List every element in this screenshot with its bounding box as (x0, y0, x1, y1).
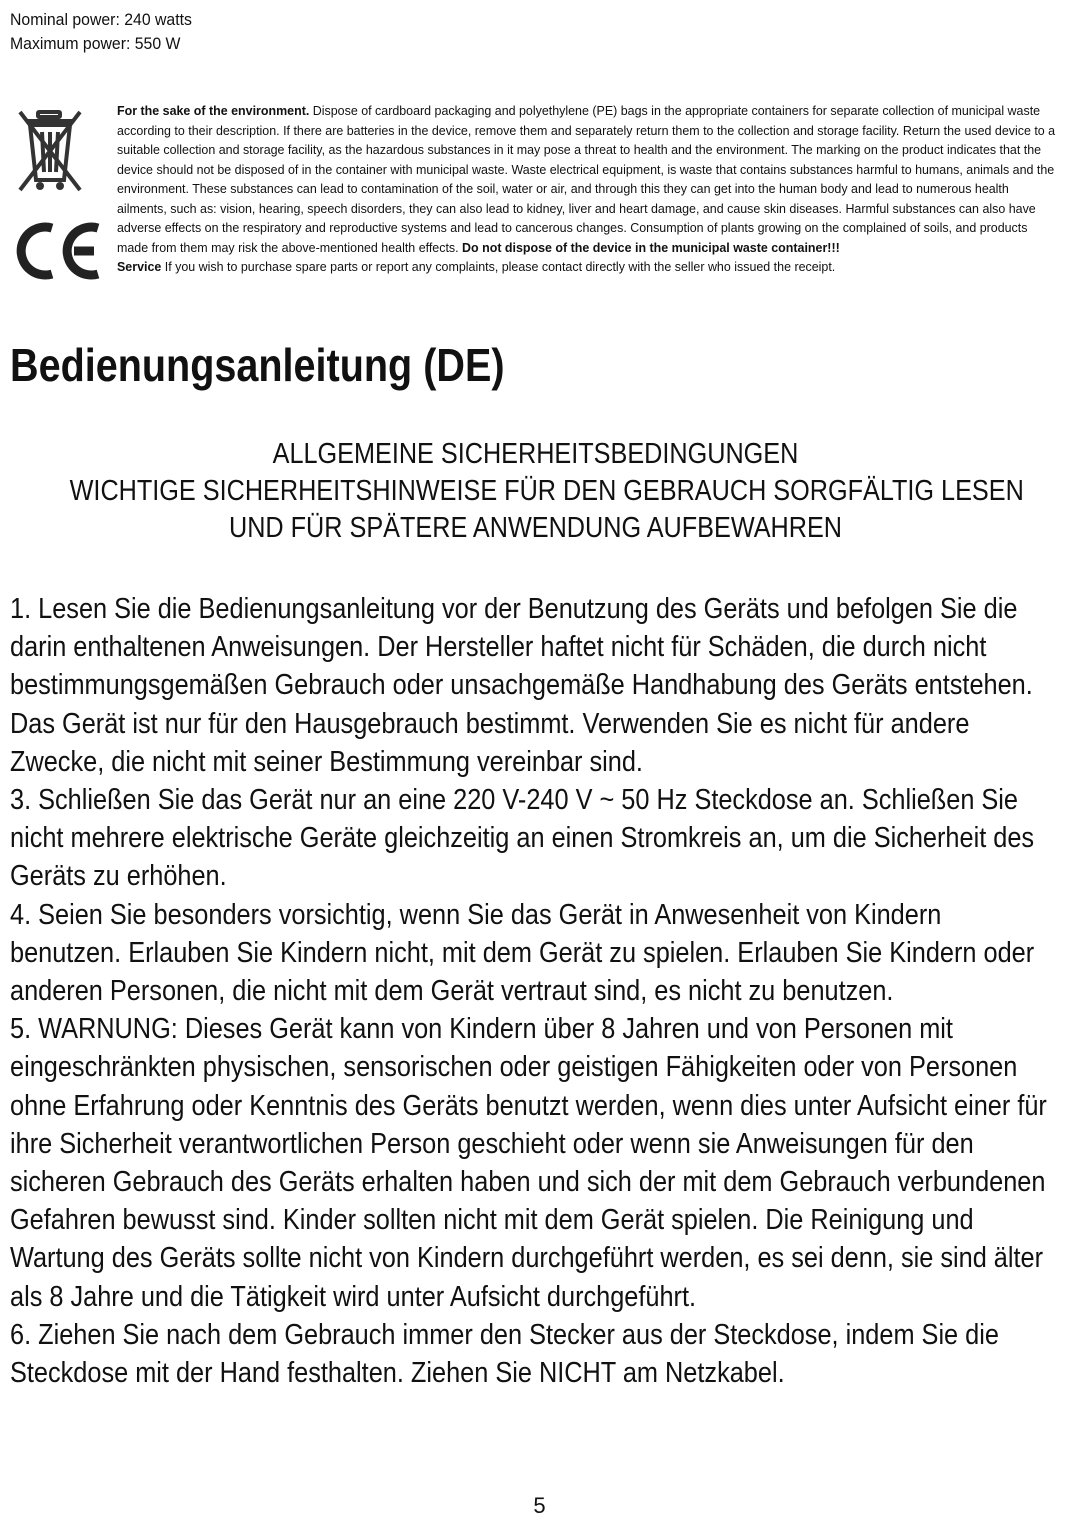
crossed-out-wheelie-bin-icon (18, 106, 82, 202)
environment-lead: For the sake of the environment. (117, 103, 310, 118)
page-number: 5 (533, 1493, 546, 1518)
page-title: Bedienungsanleitung (DE) (10, 339, 505, 391)
service-text: If you wish to purchase spare parts or report any complaints, please contact directly with the seller who issued the receipt. (161, 259, 836, 274)
service-paragraph (117, 257, 1061, 277)
service-label: Service (117, 259, 162, 274)
instruction-item: 4. Seien Sie besonders vorsichtig, wenn Sie das Gerät in Anwesenheit von Kindern benutzen. Erlauben Sie Kindern nicht, mit dem Gerät zu spielen. Erlauben Sie Kindern oder anderen Personen, die nicht mit dem Gerät vertraut sind, es nicht zu benutzen. (10, 898, 1035, 1008)
ce-mark-icon (14, 220, 106, 282)
safety-headings (0, 436, 1071, 547)
instruction-item: Das Gerät ist nur für den Hausgebrauch bestimmt. Verwenden Sie es nicht für andere Zwecke, die nicht mit seiner Bestimmung vereinbar sind. (10, 707, 970, 778)
heading-line: UND FÜR SPÄTERE ANWENDUNG AUFBEWAHREN (228, 512, 843, 544)
nominal-power: Nominal power: 240 watts (10, 10, 192, 29)
maximum-power: Maximum power: 550 W (10, 34, 181, 53)
instruction-item: 1. Lesen Sie die Bedienungsanleitung vor der Benutzung des Geräts und befolgen Sie die darin enthaltenen Anweisungen. Der Hersteller haftet nicht für Schäden, die durch nicht bestimmungsgemäßen Gebrauch oder unsachgemäße Handhabung des Geräts entstehen. (10, 593, 1033, 702)
heading-line: WICHTIGE SICHERHEITSHINWEISE FÜR DEN GEBRAUCH SORGFÄLTIG LESEN (69, 475, 1024, 507)
instruction-item: 6. Ziehen Sie nach dem Gebrauch immer den Stecker aus der Steckdose, indem Sie die Steckdose mit der Hand festhalten. Ziehen Sie NICHT am Netzkabel. (10, 1318, 999, 1390)
power-specs (10, 8, 192, 56)
compliance-icons (10, 100, 110, 290)
instruction-item: 3. Schließen Sie das Gerät nur an eine 220 V-240 V ~ 50 Hz Steckdose an. Schließen Sie nicht mehrere elektrische Geräte gleichzeitig an einen Stromkreis an, um die Sicherheit des Geräts zu erhöhen. (10, 784, 1035, 893)
environment-text: Dispose of cardboard packaging and polyethylene (PE) bags in the appropriate containers for separate collection of municipal waste according to their description. If there are batteries in the device, remove them and separately return them to the collection and storage facility. Return the used device to a suitable collection and storage facility, as the hazardous substances in it may pose a threat to health and the environment. The marking on the product indicates that the device should not be disposed of in the container with municipal waste. Waste electrical equipment, is waste that contains substances harmful to humans, animals and the environment. These substances can lead to contamination of the soil, water or air, and through this they can get into the human body and lead to numerous health ailments, such as: vision, hearing, speech disorders, they can also lead to kidney, liver and heart damage, and cause skin diseases. Harmful substances can also have adverse effects on the respiratory and reproductive systems and lead to cancerous changes. Consumption of plants growing on the complained of soils, and products made from them may risk the above-mentioned health effects. (117, 103, 1056, 255)
instruction-item: 5. WARNUNG: Dieses Gerät kann von Kindern über 8 Jahren und von Personen mit eingeschränkten physischen, sensorischen oder geistigen Fähigkeiten oder von Personen ohne Erfahrung oder Kenntnis des Geräts benutzt werden, wenn dies unter Aufsicht einer für ihre Sicherheit verantwortlichen Person geschieht oder wenn sie Anweisungen für den sicheren Gebrauch des Geräts erhalten haben und sich der mit dem Gebrauch verbundenen Gefahren bewusst sind. Kinder sollten nicht mit dem Gerät spielen. Die Reinigung und Wartung des Geräts sollte nicht von Kindern durchgeführt werden, es sei denn, sie sind älter als 8 Jahre und die Tätigkeit wird unter Aufsicht durchgeführt. (10, 1013, 1047, 1313)
environment-notice (117, 101, 1061, 277)
safety-instructions (10, 590, 1049, 1392)
heading-line: ALLGEMEINE SICHERHEITSBEDINGUNGEN (272, 438, 799, 470)
disposal-paragraph (117, 101, 1061, 257)
disposal-warning: Do not dispose of the device in the municipal waste container!!! (462, 239, 840, 255)
